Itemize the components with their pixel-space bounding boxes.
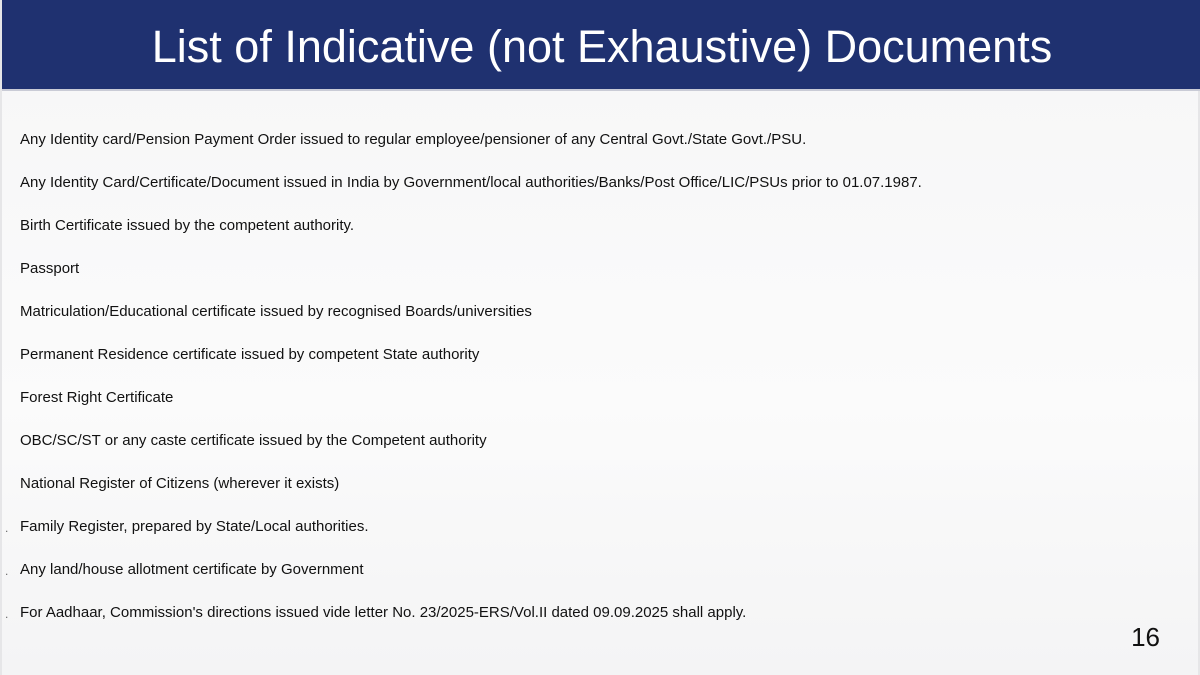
list-marker: . bbox=[5, 521, 9, 535]
list-marker: . bbox=[5, 564, 9, 578]
document-text: Passport bbox=[20, 260, 80, 277]
document-text: Any land/house allotment certificate by Government bbox=[20, 561, 364, 578]
document-text: Matriculation/Educational certificate issued by recognised Boards/universities bbox=[20, 303, 532, 320]
document-text: OBC/SC/ST or any caste certificate issued by the Competent authority bbox=[20, 432, 487, 449]
document-item bbox=[2, 333, 1182, 376]
document-text: National Register of Citizens (wherever it exists) bbox=[20, 475, 340, 492]
document-text: Any Identity Card/Certificate/Document issued in India by Government/local authorities/Banks/Post Office/LIC/PSUs prior to 01.07.1987. bbox=[20, 174, 922, 191]
document-item bbox=[2, 376, 1182, 419]
document-text: Any Identity card/Pension Payment Order issued to regular employee/pensioner of any Central Govt./State Govt./PSU. bbox=[20, 131, 807, 148]
document-item bbox=[2, 419, 1182, 462]
document-item bbox=[2, 118, 1182, 161]
document-item bbox=[2, 548, 1182, 591]
document-text: Family Register, prepared by State/Local authorities. bbox=[20, 518, 369, 535]
document-item bbox=[2, 290, 1182, 333]
document-item bbox=[2, 204, 1182, 247]
document-item bbox=[2, 462, 1182, 505]
document-text: Forest Right Certificate bbox=[20, 389, 174, 406]
document-list bbox=[2, 118, 1182, 634]
document-item bbox=[2, 505, 1182, 548]
page-number: 16 bbox=[1131, 622, 1160, 652]
list-marker: . bbox=[5, 607, 9, 621]
document-item bbox=[2, 247, 1182, 290]
document-text: For Aadhaar, Commission's directions issued vide letter No. 23/2025-ERS/Vol.II dated 09.09.2025 shall apply. bbox=[20, 604, 747, 621]
slide-title: List of Indicative (not Exhaustive) Documents bbox=[151, 20, 1053, 72]
document-item bbox=[2, 161, 1182, 204]
document-item bbox=[2, 591, 1182, 634]
document-text: Permanent Residence certificate issued by competent State authority bbox=[20, 346, 480, 363]
title-bar bbox=[2, 0, 1200, 91]
document-text: Birth Certificate issued by the competent authority. bbox=[20, 217, 355, 234]
